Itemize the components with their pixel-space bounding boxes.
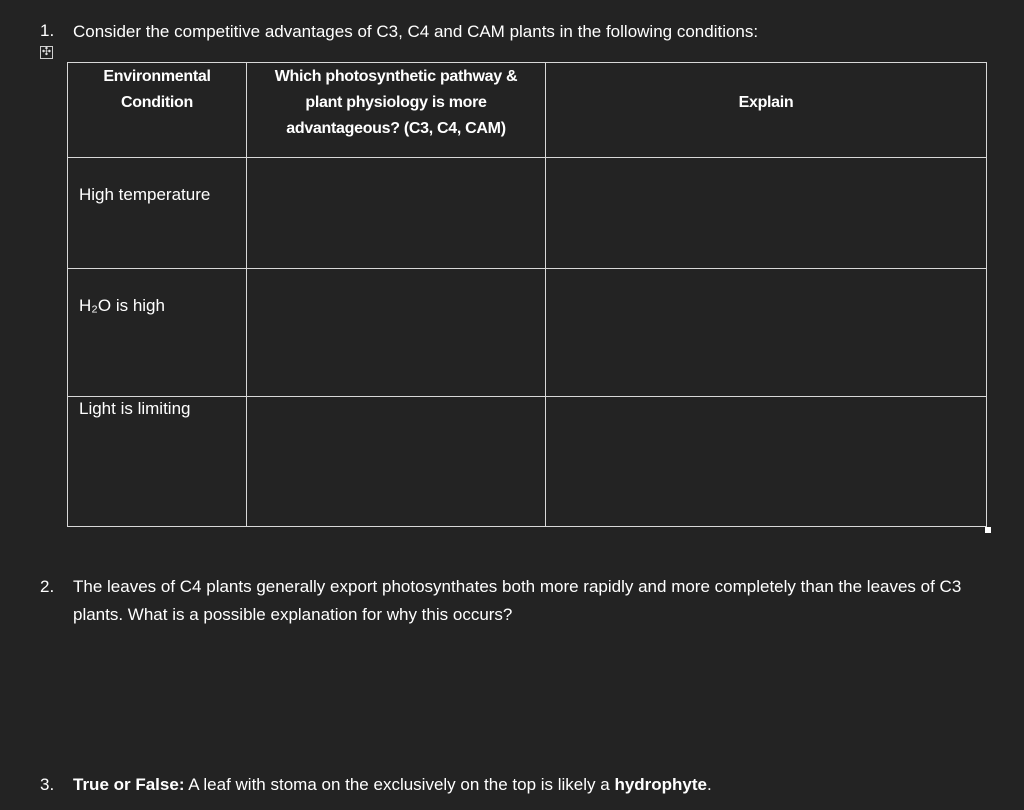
condition-label: High temperature [79, 185, 211, 204]
explain-answer-cell[interactable] [546, 397, 987, 527]
pathway-answer-cell[interactable] [247, 397, 546, 527]
header-pathway[interactable] [247, 63, 546, 158]
question-1-text: Consider the competitive advantages of C3, C4 and CAM plants in the following conditions: [73, 22, 759, 41]
header-environmental-condition-label: Environmental Condition [103, 68, 211, 111]
conditions-table [67, 62, 987, 527]
condition-cell[interactable] [68, 158, 247, 269]
question-3-end: . [707, 775, 712, 794]
question-3-text [73, 771, 712, 799]
table-row [68, 269, 987, 397]
explain-answer-cell[interactable] [546, 158, 987, 269]
question-2-number: 2. [40, 577, 55, 596]
header-environmental-condition[interactable] [68, 63, 247, 158]
explain-answer-cell[interactable] [546, 269, 987, 397]
condition-label: Light is limiting [79, 399, 191, 418]
hydrophyte-term: hydrophyte [614, 775, 707, 794]
question-3-number: 3. [40, 775, 55, 794]
condition-cell[interactable] [68, 397, 247, 527]
question-2-text: The leaves of C4 plants generally export photosynthates both more rapidly and more completely than the leaves of C3 plants. What is a possible explanation for why this occurs? [73, 577, 962, 624]
condition-cell[interactable] [68, 269, 247, 397]
move-arrows-icon[interactable]: ✣ [41, 46, 52, 58]
table-row [68, 397, 987, 527]
pathway-answer-cell[interactable] [247, 269, 546, 397]
conditions-table-container [67, 62, 987, 527]
table-row [68, 158, 987, 269]
true-false-label: True or False: [73, 775, 185, 794]
header-pathway-label: Which photosynthetic pathway & plant physiology is more advantageous? (C3, C4, CAM) [274, 68, 518, 137]
pathway-answer-cell[interactable] [247, 158, 546, 269]
question-3-body: A leaf with stoma on the exclusively on the top is likely a [184, 775, 615, 794]
condition-label: H₂O is high [79, 296, 165, 315]
resize-square-icon[interactable] [985, 527, 991, 533]
header-explain[interactable] [546, 63, 987, 158]
question-1-number: 1. [40, 21, 55, 40]
table-header-row [68, 63, 987, 158]
header-explain-label: Explain [738, 94, 794, 111]
